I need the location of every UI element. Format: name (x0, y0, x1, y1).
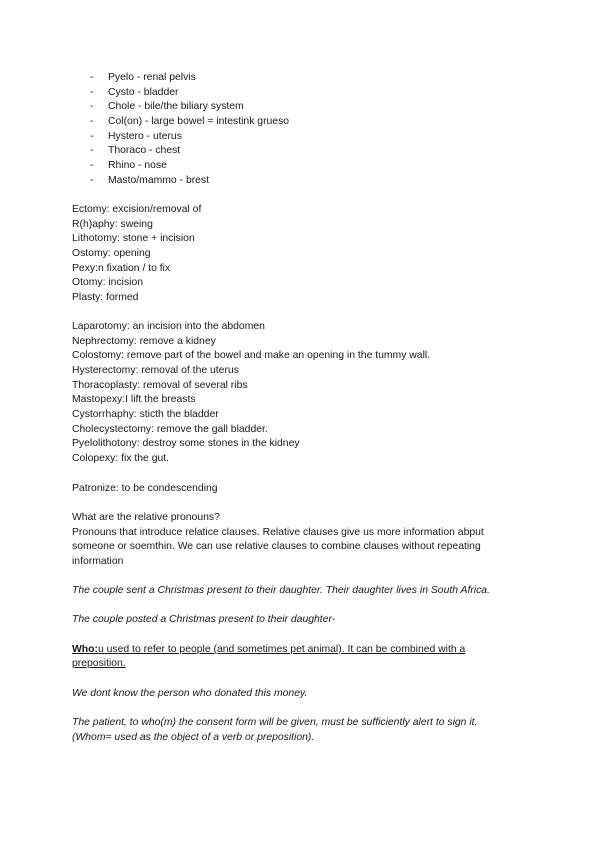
procedure-item: Cholecystectomy: remove the gall bladder. (72, 424, 268, 435)
procedure-item: Laparotomy: an incision into the abdomen (72, 321, 265, 332)
bullet-dash: - (90, 72, 94, 83)
bullet-dash: - (90, 175, 94, 186)
who-text: u used to refer to people (and sometimes pet animal). It can be combined with a (97, 644, 466, 655)
patronize-definition: Patronize: to be condescending (72, 483, 218, 494)
bullet-dash: - (90, 131, 94, 142)
suffix-item: Otomy: incision (72, 277, 144, 288)
procedure-item: Nephrectomy: remove a kidney (72, 336, 216, 347)
procedure-item: Hysterectomy: removal of the uterus (72, 365, 239, 376)
example-sentence: The couple sent a Christmas present to their daughter. Their daughter lives in South Africa. (72, 585, 490, 596)
suffix-item: R(h)aphy: sweing (72, 219, 153, 230)
bullet-dash: - (90, 145, 94, 156)
relative-pronouns-question: What are the relative pronouns? (72, 512, 220, 523)
suffix-item: Ectomy: excision/removal of (72, 204, 202, 215)
list-item: Pyelo - renal pelvis (108, 72, 196, 83)
suffix-item: Pexy:n fixation / to fix (72, 263, 171, 274)
bullet-dash: - (90, 160, 94, 171)
procedure-item: Colopexy: fix the gut. (72, 453, 170, 464)
procedure-item: Thoracoplasty: removal of several ribs (72, 380, 248, 391)
example-sentence: We dont know the person who donated this money. (72, 688, 308, 699)
example-sentence: The couple posted a Christmas present to their daughter- (72, 614, 336, 625)
procedure-item: Pyelolithotony: destroy some stones in the kidney (72, 438, 300, 449)
suffix-item: Ostomy: opening (72, 248, 151, 259)
suffix-item: Plasty: formed (72, 292, 139, 303)
example-sentence: The patient, to who(m) the consent form will be given, must be sufficiently alert to sign it. (72, 717, 478, 728)
list-item: Chole - bile/the biliary system (108, 101, 244, 112)
whom-note: (Whom= used as the object of a verb or preposition). (72, 732, 315, 743)
list-item: Masto/mammo - brest (108, 175, 210, 186)
list-item: Col(on) - large bowel = intestink grueso (108, 116, 290, 127)
procedure-item: Cystorrhaphy: sticth the bladder (72, 409, 219, 420)
suffix-item: Lithotomy: stone + incision (72, 233, 195, 244)
list-item: Hystero - uterus (108, 131, 182, 142)
relative-explanation-line: information (72, 556, 124, 567)
list-item: Cysto - bladder (108, 87, 179, 98)
relative-explanation-line: Pronouns that introduce relatice clauses. Relative clauses give us more information abput (72, 527, 484, 538)
who-definition (72, 643, 465, 657)
who-label: Who: (72, 644, 98, 655)
bullet-dash: - (90, 116, 94, 127)
procedure-item: Colostomy: remove part of the bowel and make an opening in the tummy wall. (72, 350, 431, 361)
procedure-item: Mastopexy:I lift the breasts (72, 394, 196, 405)
bullet-dash: - (90, 87, 94, 98)
who-definition-cont: preposition. (72, 658, 126, 669)
list-item: Thoraco - chest (108, 145, 181, 156)
bullet-dash: - (90, 101, 94, 112)
list-item: Rhino - nose (108, 160, 167, 171)
relative-explanation-line: someone or soemthin. We can use relative clauses to combine clauses without repeating (72, 541, 481, 552)
